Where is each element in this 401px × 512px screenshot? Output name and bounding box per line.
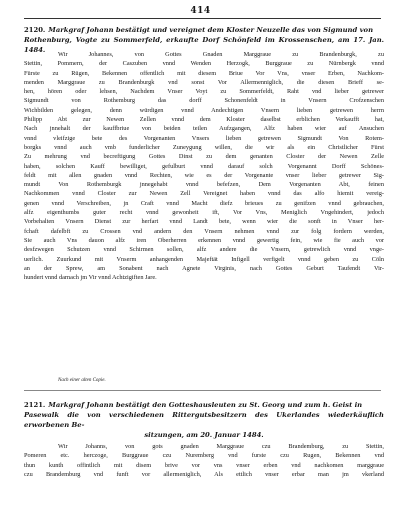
body-line: czu Brandemburg vnd funft vor allermeniglich, Als ettlich vnser erbar man jm vkerland: [24, 470, 384, 478]
body-line: Sigmundt von Rothemburg das dorff Schonenfeldt in Vnsern Crofzenschen: [24, 97, 384, 105]
body-line: Fürste zu Rügen, Bekennen offentlich mit diesem Briue Vor Vns, vnser Erben, Nachkom-: [24, 69, 384, 77]
body-line: Zu mehrung vnd becreftigung Gottes Dinst zu dem genanten Closter der Newen Zelle: [24, 153, 384, 161]
entry-heading-line: Rothenburg, Vogte zu Sommerfeld, erkaufte Dorf Schönfeld im Krossenschen, am 17. Jan. 1484.: [24, 36, 384, 54]
source-note: Nach einer alten Copie.: [58, 378, 106, 383]
body-line: borgks vnnd auch vmb funderlicher Zuneygung willen, die wir als ein Christlicher Fürst: [24, 143, 384, 151]
body-line: hen, hören oder lehsen, Nachdem Vnser Voyt zu Sommerfeldt, Raht vnd lieber getrewer: [24, 88, 384, 96]
body-line: uerlich. Zuurkund mit Vnserm anhangenden Majeftät Infigell verfigelt vnnd geben zu Cöln: [24, 255, 384, 263]
body-line: an der Sprew, am Sonabent nach Agnete Virginis, nach Gottes Geburt Taufendt Vir-: [24, 264, 384, 272]
entry-heading-line: sitzungen, am 20. Januar 1484.: [144, 431, 264, 439]
body-line: Nachkommen vnnd Closter zur Newen Zell Vereignet haben vnnd das alfo hiemit vereig-: [24, 190, 384, 198]
entry-heading-line: Markgraf Johann bestätigt den Gotteshausleuten zu St. Georg und zum h. Geist in: [48, 401, 363, 409]
body-line: Pomeren etc. herczoge, Burggraue czu Nuremberg vnd furste czu Rugen, Bekennen vnd: [24, 452, 384, 460]
body-line: Vorbehalten Vnsern Dienst zur herfart vnnd Landt bete, wenn wier die sonft in Vnser her-: [24, 218, 384, 226]
body-line: vnnd vleifzige bete des Vorgenanten Vnsers lieben getrewen Sigmundt Von Rotem-: [24, 134, 384, 142]
entry-heading: [24, 400, 384, 440]
body-line: Philipp Abt zur Newen Zellen vnnd dem Kloster daselbst erblichen Verkaufft hat,: [24, 116, 384, 124]
body-line: thun kunth offintlich mit disem brive vor vns vnser erben vnd nachkomen marggraue: [24, 461, 384, 469]
entry-body: [24, 50, 384, 282]
body-line: Nach jnnehalt der kauffbriue von beiden teilen Aufzgangen, Alfz haben wier auf Ansuchen: [24, 125, 384, 133]
body-line: Stettin, Pommern, der Caszuben vnnd Wenden Herzogk, Burggraue zu Nürnbergk vnnd: [24, 60, 384, 68]
body-line: desfzwegen Schutzen vnnd Schirmen sollen, alfz andere die Vnsern, getrewlich vnnd vnge-: [24, 246, 384, 254]
body-line: fchaft dafelbft zu Crossen vnd andern den Vnsern nehmen vnnd zur folg fordern werden,: [24, 227, 384, 235]
body-line: Sie auch Vns dauon alfz iren Oberherren erkennen vnnd gewertig fein, wie fie auch vor: [24, 236, 384, 244]
entry-heading-line: Pasewalk die von verschiedenen Rittergutsbesitzern des Ukerlandes wiederkäuflich erworbenen Be-: [24, 411, 384, 429]
entry-number: 2121.: [24, 401, 46, 409]
body-line: mundt Von Rothemburgk jnnegehabt vnnd befefzen, Dem Vorgenanten Abt, feinen: [24, 181, 384, 189]
section-divider: [24, 390, 381, 391]
body-line: Wir Johanns, von gots gnaden Marggraue czu Brandemburg, zu Stettin,: [58, 443, 384, 450]
entry-heading-line: Markgraf Johann bestätigt und vereignet dem Kloster Neuzelle das von Sigmund von: [48, 26, 374, 34]
body-line: menden Marggraue zu Brandenburgk vnd sonst Vor Allermenniglich, die diesen Brieff se-: [24, 78, 384, 86]
entry-body: [24, 442, 384, 479]
body-line: Wichbilden gelegen, denn würdigen vnnd Andechtigen Vnsern lieben getrewen herrn: [24, 106, 384, 114]
page-number: 414: [190, 6, 211, 16]
header-rule: [24, 18, 381, 19]
body-line: haben, solchen Kauff bewilliget, gefulburt vnnd darauf solch Vorgenannt Dorff Schönes-: [24, 162, 384, 170]
body-line: genen vnnd Verschreiben, jn Craft vnnd Macht diefz brieues zu genifzen vnnd gebrauchen,: [24, 199, 384, 207]
body-line: hundert vnnd darnach jm Vir vnnd Achtzigiften Jare.: [24, 274, 157, 282]
body-line: Wir Johannes, von Gottes Gnaden Marggraue zu Brandenburgk, zu: [58, 51, 384, 58]
entry-number: 2120.: [24, 26, 46, 34]
body-line: alfz eigenthumbs guter recht vnnd gewonheit ift, Vor Vns, Meniglich Vngehindert, jedoch: [24, 209, 384, 217]
body-line: feldt mit allen gnaden vnnd Rechten, wie es der Vorgenante vnser lieber getrewer Sig-: [24, 171, 384, 179]
